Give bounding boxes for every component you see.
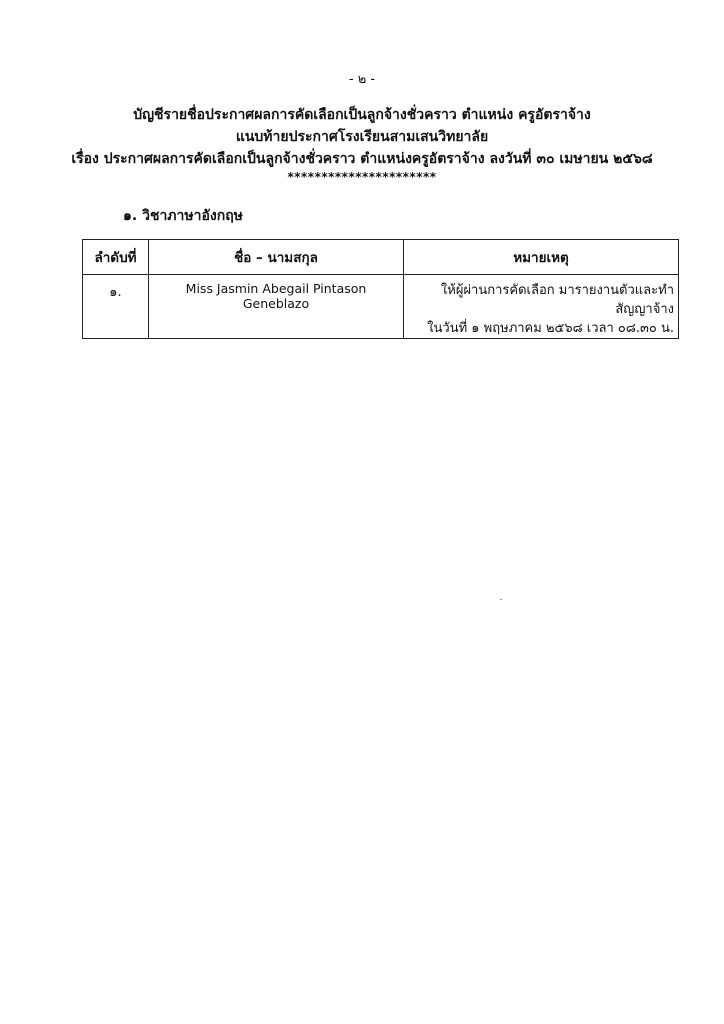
title-line-2: แนบท้ายประกาศโรงเรียนสามเสนวิทยาลัย	[235, 129, 489, 145]
title-line-3: เรื่อง ประกาศผลการคัดเลือกเป็นลูกจ้างชั่วคราว ตำแหน่งครูอัตราจ้าง ลงวันที่ ๓๐ เมษายน ๒๕๖๘	[71, 151, 653, 167]
section-title: ๑. วิชาภาษาอังกฤษ	[123, 208, 243, 224]
table-row	[83, 275, 679, 339]
row-note-line-1: ให้ผู้ผ่านการคัดเลือก มารายงานตัวและทำสัญญาจ้าง	[440, 283, 674, 317]
column-header-name: ชื่อ – นามสกุล	[149, 240, 404, 275]
column-header-note: หมายเหตุ	[404, 240, 679, 275]
title-line-1: บัญชีรายชื่อประกาศผลการคัดเลือกเป็นลูกจ้างชั่วคราว ตำแหน่ง ครูอัตราจ้าง	[133, 107, 591, 123]
row-note-line-2: ในวันที่ ๑ พฤษภาคม ๒๕๖๘ เวลา ๐๘.๓๐ น.	[427, 321, 674, 336]
separator-stars: **********************	[287, 170, 437, 184]
scan-speck	[500, 599, 502, 600]
results-table	[82, 239, 679, 339]
column-header-no: ลำดับที่	[83, 240, 149, 275]
row-name: Miss Jasmin Abegail Pintason Geneblazo	[149, 275, 404, 339]
page-number: - ๒ -	[348, 72, 376, 87]
row-note	[404, 275, 679, 339]
row-number: ๑.	[83, 275, 149, 339]
table-header-row	[83, 240, 679, 275]
